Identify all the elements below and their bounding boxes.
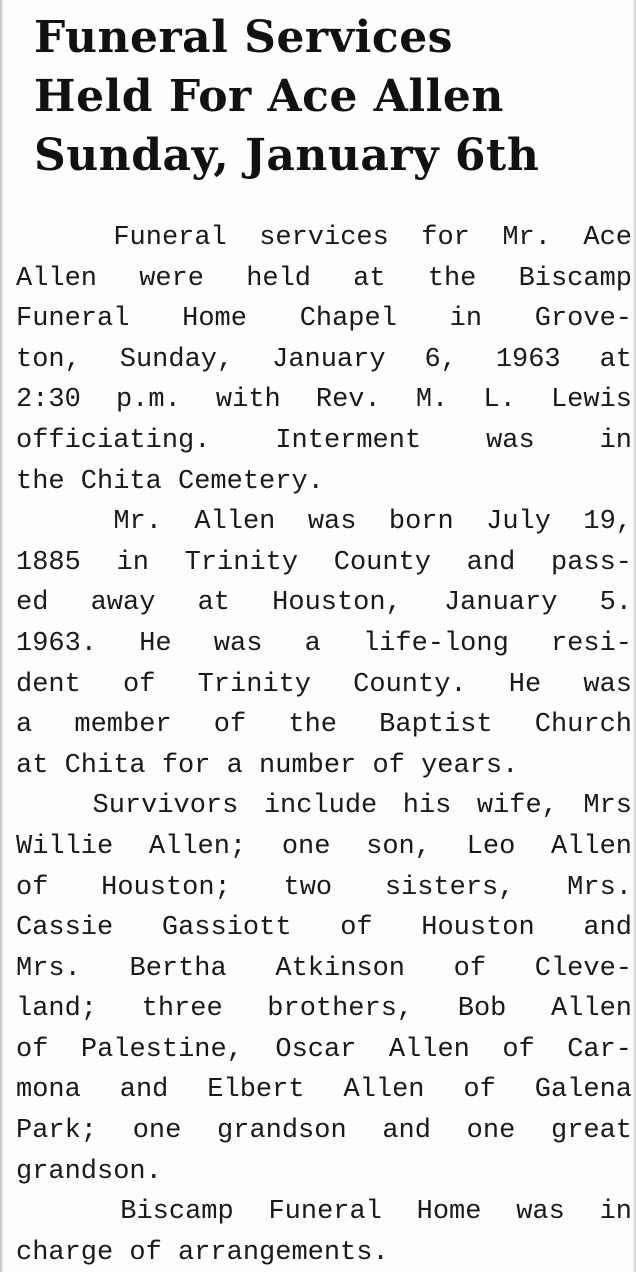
text-line: mona and Elbert Allen of Galena bbox=[16, 1075, 632, 1106]
paragraph-services bbox=[16, 218, 632, 502]
headline-line: Sunday, January 6th bbox=[34, 130, 540, 181]
text-line: of Palestine, Oscar Allen of Car- bbox=[16, 1034, 632, 1065]
text-line: Funeral Home Chapel in Grove- bbox=[16, 304, 632, 335]
text-line: of Houston; two sisters, Mrs. bbox=[16, 872, 632, 903]
text-line: 2:30 p.m. with Rev. M. L. Lewis bbox=[16, 385, 632, 416]
text-line: the Chita Cemetery. bbox=[16, 466, 324, 497]
text-line: land; three brothers, Bob Allen bbox=[16, 994, 632, 1025]
article-body bbox=[16, 218, 632, 1272]
text-line: at Chita for a number of years. bbox=[16, 750, 519, 781]
paragraph-arrangements bbox=[16, 1192, 632, 1272]
text-line: Funeral services for Mr. Ace bbox=[16, 223, 632, 253]
text-line: Allen were held at the Biscamp bbox=[16, 263, 632, 294]
text-line: Survivors include his wife, Mrs bbox=[16, 791, 632, 822]
text-line: 1963. He was a life-long resi- bbox=[16, 628, 632, 659]
text-line: Mr. Allen was born July 19, bbox=[16, 507, 632, 538]
text-line: ed away at Houston, January 5. bbox=[16, 588, 632, 619]
text-line: Cassie Gassiott of Houston and bbox=[16, 913, 632, 944]
headline-line: Funeral Services bbox=[34, 12, 453, 63]
paragraph-survivors bbox=[16, 786, 632, 1192]
text-line: Park; one grandson and one great bbox=[16, 1116, 632, 1147]
text-line: officiating. Interment was in bbox=[16, 425, 632, 456]
text-line: Mrs. Bertha Atkinson of Cleve- bbox=[16, 953, 632, 984]
text-line: Willie Allen; one son, Leo Allen bbox=[16, 831, 632, 862]
headline-line: Held For Ace Allen bbox=[34, 71, 504, 122]
text-line: 1885 in Trinity County and pass- bbox=[16, 547, 632, 578]
text-line: a member of the Baptist Church bbox=[16, 710, 632, 741]
text-line: ton, Sunday, January 6, 1963 at bbox=[16, 344, 632, 375]
text-line: grandson. bbox=[16, 1156, 162, 1187]
text-line: dent of Trinity County. He was bbox=[16, 669, 632, 700]
paragraph-biography bbox=[16, 502, 632, 786]
text-line: charge of arrangements. bbox=[16, 1237, 389, 1268]
headline bbox=[34, 8, 634, 185]
text-line: Biscamp Funeral Home was in bbox=[16, 1197, 632, 1228]
clipping-left-edge bbox=[0, 0, 3, 1272]
